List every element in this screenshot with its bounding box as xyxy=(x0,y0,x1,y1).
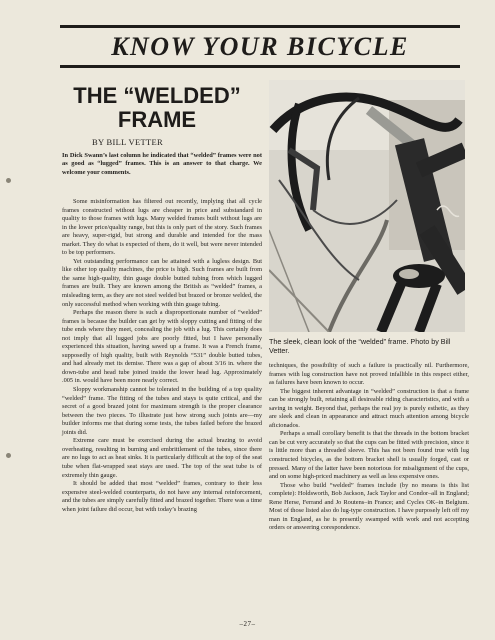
byline: BY BILL VETTER xyxy=(92,137,163,147)
paragraph: techniques, the possibility of such a failure is practically nil. Furthermore, frames with lug construction have not proved infallible in this respect either, as failures have been known to occur. xyxy=(269,362,469,387)
bicycle-frame-illustration xyxy=(269,80,465,332)
article-title-line1: THE “WELDED” xyxy=(73,83,241,108)
page-number: –27– xyxy=(239,620,256,628)
binder-hole xyxy=(6,178,11,183)
photo-caption: The sleek, clean look of the “welded” frame. Photo by Bill Vetter. xyxy=(269,337,451,355)
paragraph: Those who build “welded” frames include (by no means is this list complete): Holdsworth, Bob Jackson, Jack Taylor and Condor–all in England; Rene Herse, Ferrand and Jo Routens–in France; and Cycles OK–in Belgium. Most of those listed also do lug-type construction. I have purposely left off my man in England, as he is presently swamped with work and not accepting orders or answering corespondence. xyxy=(269,481,469,532)
editor-intro: In Dick Swann’s last column he indicated that “welded” frames were not as good as “lugged” frames. This is an answer to that charge. We welcome your comments. xyxy=(62,152,262,176)
paragraph: The biggest inherent advantage in “welded” construction is that a frame can be strongly built, retaining all desireable riding characteristics, and with a saving in weight. Beyond that, perhaps the real joy is purely esthetic, as they are sleek and clean in appearance and attract much attention among bicycle aficionados. xyxy=(269,387,469,429)
paragraph: It should be added that most “welded” frames, contrary to their less expensive steel-welded counterparts, do not have any internal reinforcement, and the tubes are simply carefully fitted and brazed together. There was a time when joint failure did occur, but with today’s brazing xyxy=(62,480,262,513)
article-title-line2: FRAME xyxy=(117,107,197,132)
binder-hole xyxy=(6,453,11,458)
paragraph: Perhaps a small corollary benefit is that the threads in the bottom bracket can be cut very accurately so that the cups can be fitted with precision, since it is little more than a threaded sleeve. This has not been found true with lug constructed bicycles, as the bottom bracket shell is usually forged, cast or pressed. Many of the latter have been notorious for misalignment of the cups, and on some high-priced machinery as well as less expensive ones. xyxy=(269,430,469,481)
left-column xyxy=(62,190,262,514)
bicycle-frame-photo xyxy=(269,80,465,332)
paragraph: Yet outstanding performance can be attained with a lugless design. But like other top quality machines, the price is high. Such frames are built from the same high-quality, thin guage double butted tubing from which lugged frames are built. They are known among the British as “welded” frames, a misleading term, as they are not steel welded but brazed or bronze welded, the only successful method when working with thin guage tubing. xyxy=(62,257,262,308)
paragraph: Extreme care must be exercised during the actual brazing to avoid overheating, resulting in burning and embrittlement of the tubes, since there are no lugs to act as heat sinks. It is particularly difficult at the top of the seat tube when flat-wrapped seat stays are used. The top of the seat tube is of extremely thin gauge. xyxy=(62,437,262,479)
paragraph: Sloppy workmanship cannot be tolerated in the building of a top quality “welded” frame. The fitting of the tubes and stays is quite critical, and the secret of a good brazed joint for maximum strength is the proper clearance between the two pieces. To illustrate just how strong such joints are—my builder informs me that during some tests, the tubes failed before the brazed joints did. xyxy=(62,386,262,436)
right-column xyxy=(269,362,469,533)
paragraph: Some misinformation has filtered out recently, implying that all cycle frames constructed without lugs are cheaper in price and substandard in quality to those frames with lugs. Many welded frames built without lugs are in the lower price/quality range, but this is only part of the story. Such frames are heavy, super-rigid, but strong and durable and intended for the mass market. They do what is expected of them, do it well, but were never intended to be top performers. xyxy=(62,198,262,257)
masthead: KNOW YOUR BICYCLE xyxy=(60,25,460,68)
paragraph: Perhaps the reason there is such a disproportionate number of “welded” frames is because the builder can get by with sloppy cutting and fitting of the tube ends where they meet, concealing the job with a lug. This certainly does not imply that all lugged jobs are poorly fitted, but I have personally experienced this situation, having sawed up a frame. It was a French frame, supposedly of high quality, built with Reynolds “531” double butted tubes, and had already met its demise. There was a gap of about 3/16 in. where the down-tube and head tube joined inside the lower head lug. Approximately .005 in. would have been more nearly correct. xyxy=(62,309,262,385)
